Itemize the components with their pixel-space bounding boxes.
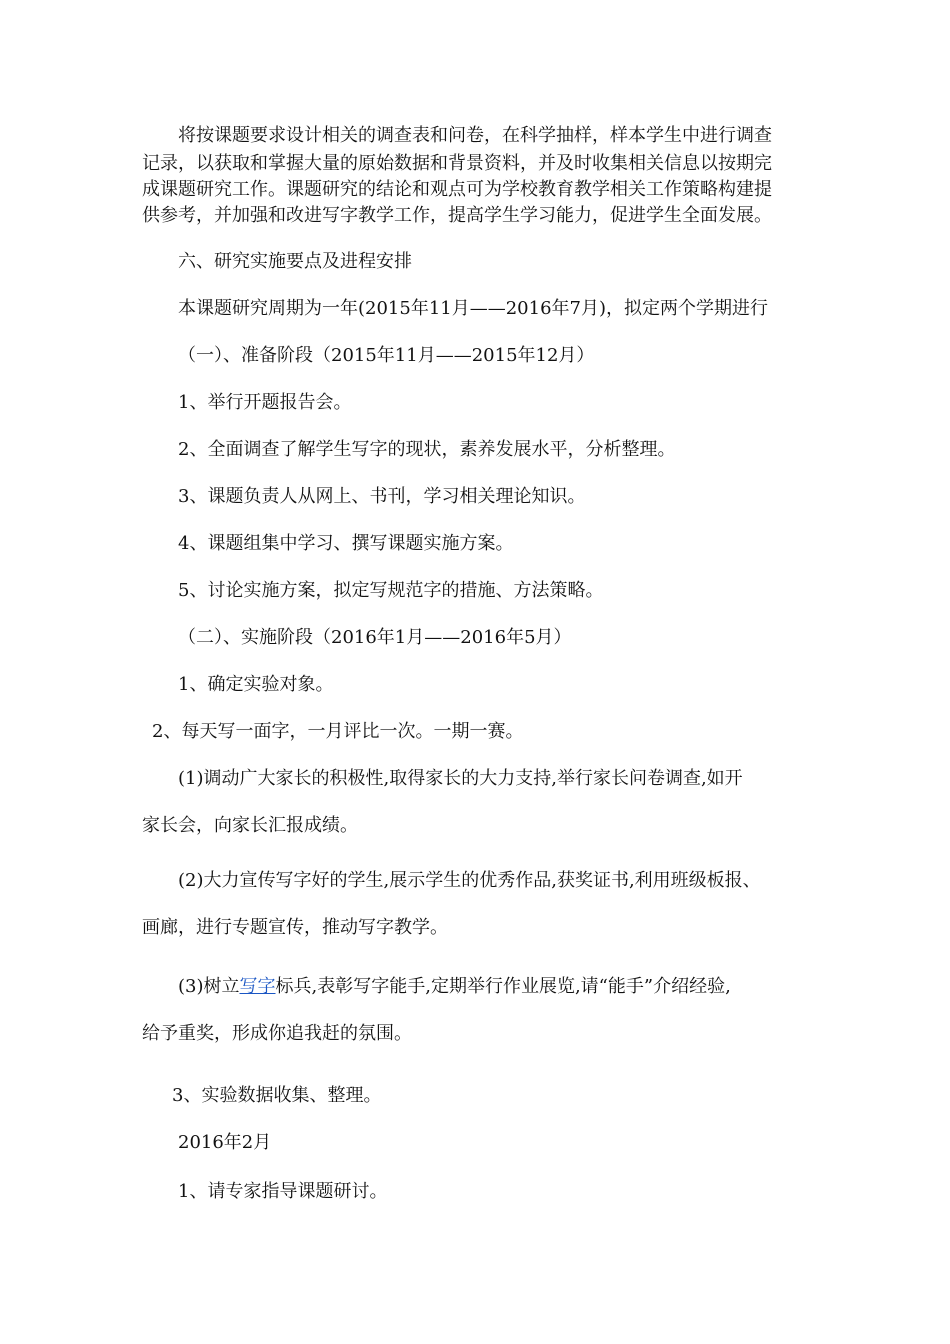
date-heading: 2016年2月 [178, 1132, 272, 1153]
list-item: 3、课题负责人从网上、书刊，学习相关理论知识。 [178, 486, 586, 507]
section-heading: 六、研究实施要点及进程安排 [178, 251, 412, 272]
paragraph-line: 将按课题要求设计相关的调查表和问卷，在科学抽样，样本学生中进行调查 [178, 125, 772, 146]
sub-item-line: 画廊，进行专题宣传，推动写字教学。 [142, 917, 448, 938]
sub-item-line: 家长会，向家长汇报成绩。 [142, 815, 358, 836]
stage-heading: （一）、准备阶段（2015年11月——2015年12月） [178, 345, 595, 366]
list-item: 3、实验数据收集、整理。 [172, 1085, 382, 1106]
paragraph-line: 记录，以获取和掌握大量的原始数据和背景资料，并及时收集相关信息以按期完 [142, 153, 772, 174]
paragraph-line: 成课题研究工作。课题研究的结论和观点可为学校教育教学相关工作策略构建提 [142, 179, 772, 200]
list-item: 1、举行开题报告会。 [178, 392, 352, 413]
list-item: 4、课题组集中学习、撰写课题实施方案。 [178, 533, 514, 554]
list-item: 2、每天写一面字，一月评比一次。一期一赛。 [152, 721, 524, 742]
sub-item-text: (3)树立 [178, 976, 240, 997]
list-item: 5、讨论实施方案，拟定写规范字的措施、方法策略。 [178, 580, 604, 601]
list-item: 1、请专家指导课题研讨。 [178, 1181, 388, 1202]
sub-item-text: 标兵,表彰写字能手,定期举行作业展览,请“能手”介绍经验, [275, 976, 731, 997]
paragraph-line: 供参考，并加强和改进写字教学工作，提高学生学习能力，促进学生全面发展。 [142, 205, 772, 226]
sub-item-line [178, 975, 731, 999]
list-item: 1、确定实验对象。 [178, 674, 334, 695]
period-text: 本课题研究周期为一年(2015年11月——2016年7月)，拟定两个学期进行 [178, 298, 769, 319]
stage-heading: （二）、实施阶段（2016年1月——2016年5月） [178, 627, 572, 648]
list-item: 2、全面调查了解学生写字的现状，素养发展水平，分析整理。 [178, 439, 676, 460]
sub-item-line: 给予重奖，形成你追我赶的氛围。 [142, 1023, 412, 1044]
sub-item-line: (2)大力宣传写字好的学生,展示学生的优秀作品,获奖证书,利用班级板报、 [178, 870, 761, 891]
sub-item-line: (1)调动广大家长的积极性,取得家长的大力支持,举行家长问卷调查,如开 [178, 768, 743, 789]
keyword-link[interactable]: 写字 [239, 976, 276, 997]
